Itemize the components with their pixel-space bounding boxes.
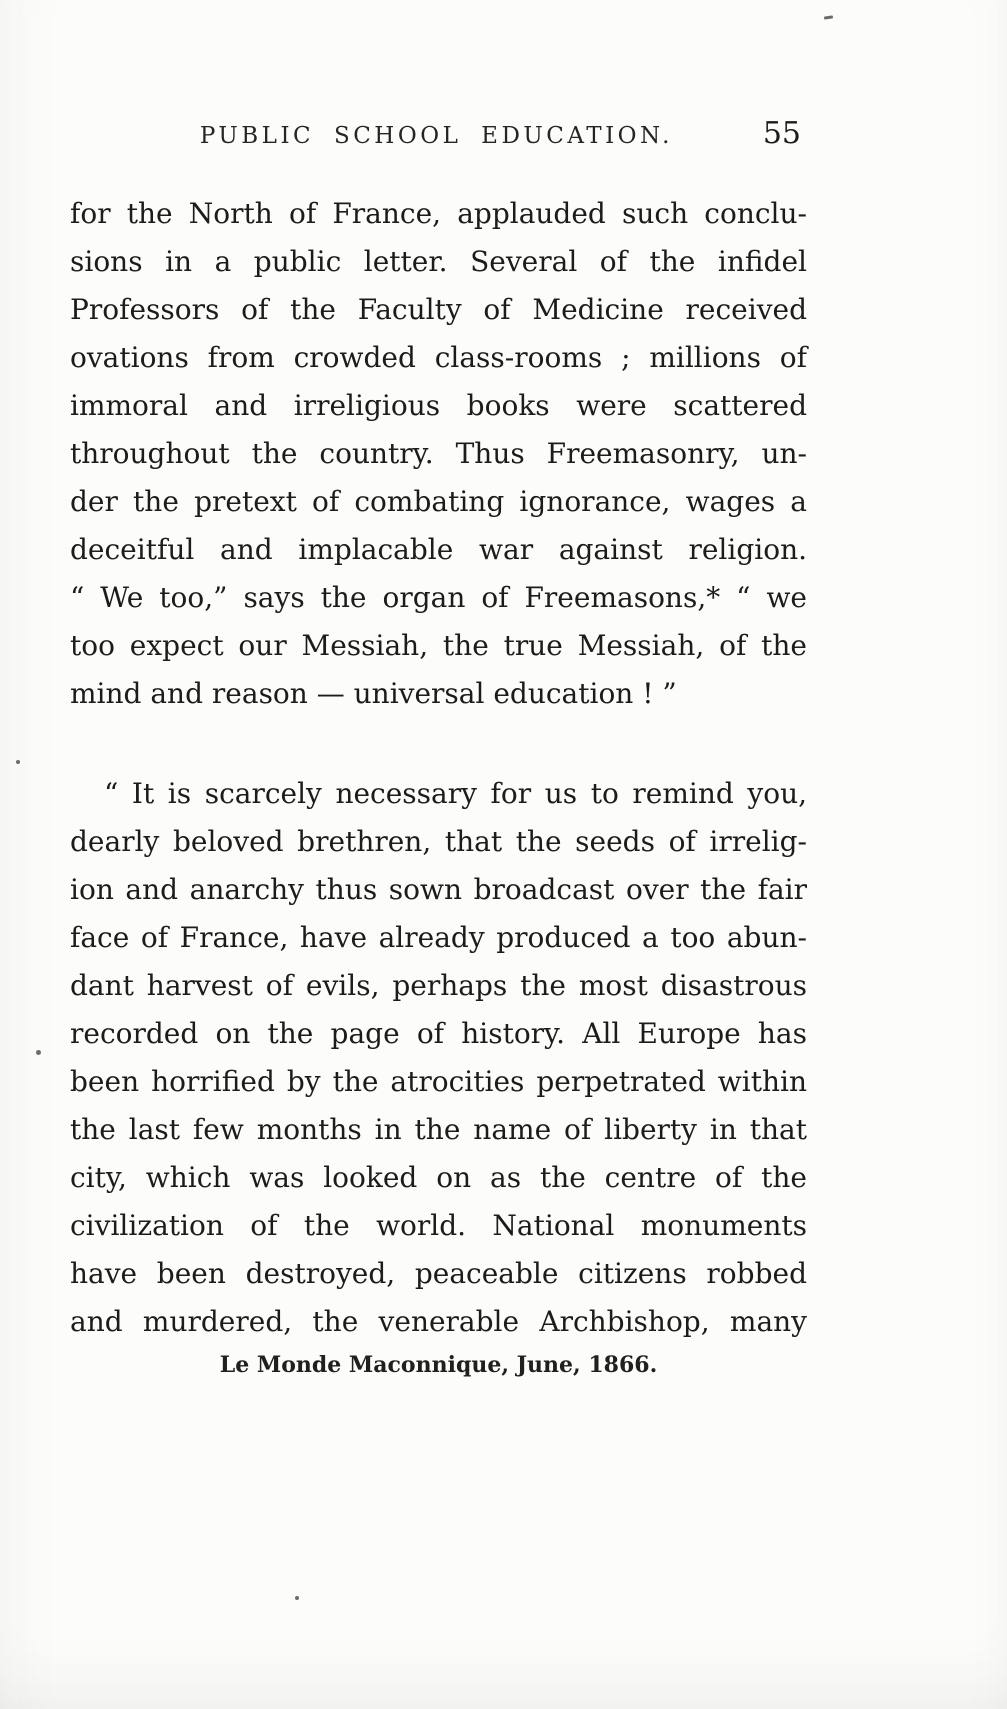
text-line: der the pretext of combating ignorance, wages a xyxy=(70,485,807,518)
text-line: throughout the country. Thus Freemasonry, un- xyxy=(70,437,807,470)
text-line: and murdered, the venerable Archbishop, many xyxy=(70,1305,807,1338)
page-title: PUBLIC SCHOOL EDUCATION. xyxy=(199,123,673,149)
text-line: been horrified by the atrocities perpetrated within xyxy=(70,1065,807,1098)
running-header xyxy=(70,116,807,151)
text-line: immoral and irreligious books were scattered xyxy=(70,389,807,422)
scan-speck xyxy=(824,15,833,19)
text-line: deceitful and implacable war against religion. xyxy=(70,533,807,566)
scan-speck xyxy=(16,760,20,764)
text-line: dant harvest of evils, perhaps the most disastrous xyxy=(70,969,807,1002)
text-block xyxy=(70,190,807,1346)
text-line: ion and anarchy thus sown broadcast over the fair xyxy=(70,873,807,906)
text-line: have been destroyed, peaceable citizens robbed xyxy=(70,1257,807,1290)
text-line: “ We too,” says the organ of Freemasons,* “ we xyxy=(70,581,807,614)
text-line: face of France, have already produced a too abun- xyxy=(70,921,807,954)
text-line: too expect our Messiah, the true Messiah, of the xyxy=(70,629,807,662)
text-line: recorded on the page of history. All Europe has xyxy=(70,1017,807,1050)
text-line: mind and reason — universal education ! ” xyxy=(70,677,677,710)
text-line: ovations from crowded class-rooms ; millions of xyxy=(70,341,807,374)
page-number: 55 xyxy=(762,116,801,151)
text-line: Professors of the Faculty of Medicine received xyxy=(70,293,807,326)
text-line: city, which was looked on as the centre of the xyxy=(70,1161,807,1194)
paragraph xyxy=(70,770,807,1346)
text-line: for the North of France, applauded such conclu- xyxy=(70,197,807,230)
scan-speck xyxy=(36,1050,41,1055)
paragraph xyxy=(70,190,807,718)
text-line: sions in a public letter. Several of the infidel xyxy=(70,245,807,278)
text-line: civilization of the world. National monuments xyxy=(70,1209,807,1242)
text-line: dearly beloved brethren, that the seeds of irrelig- xyxy=(70,825,807,858)
text-line: “ It is scarcely necessary for us to remind you, xyxy=(104,777,807,810)
footnote: Le Monde Maconnique, June, 1866. xyxy=(219,1352,658,1378)
text-line: the last few months in the name of liberty in that xyxy=(70,1113,807,1146)
scan-speck xyxy=(295,1596,299,1600)
